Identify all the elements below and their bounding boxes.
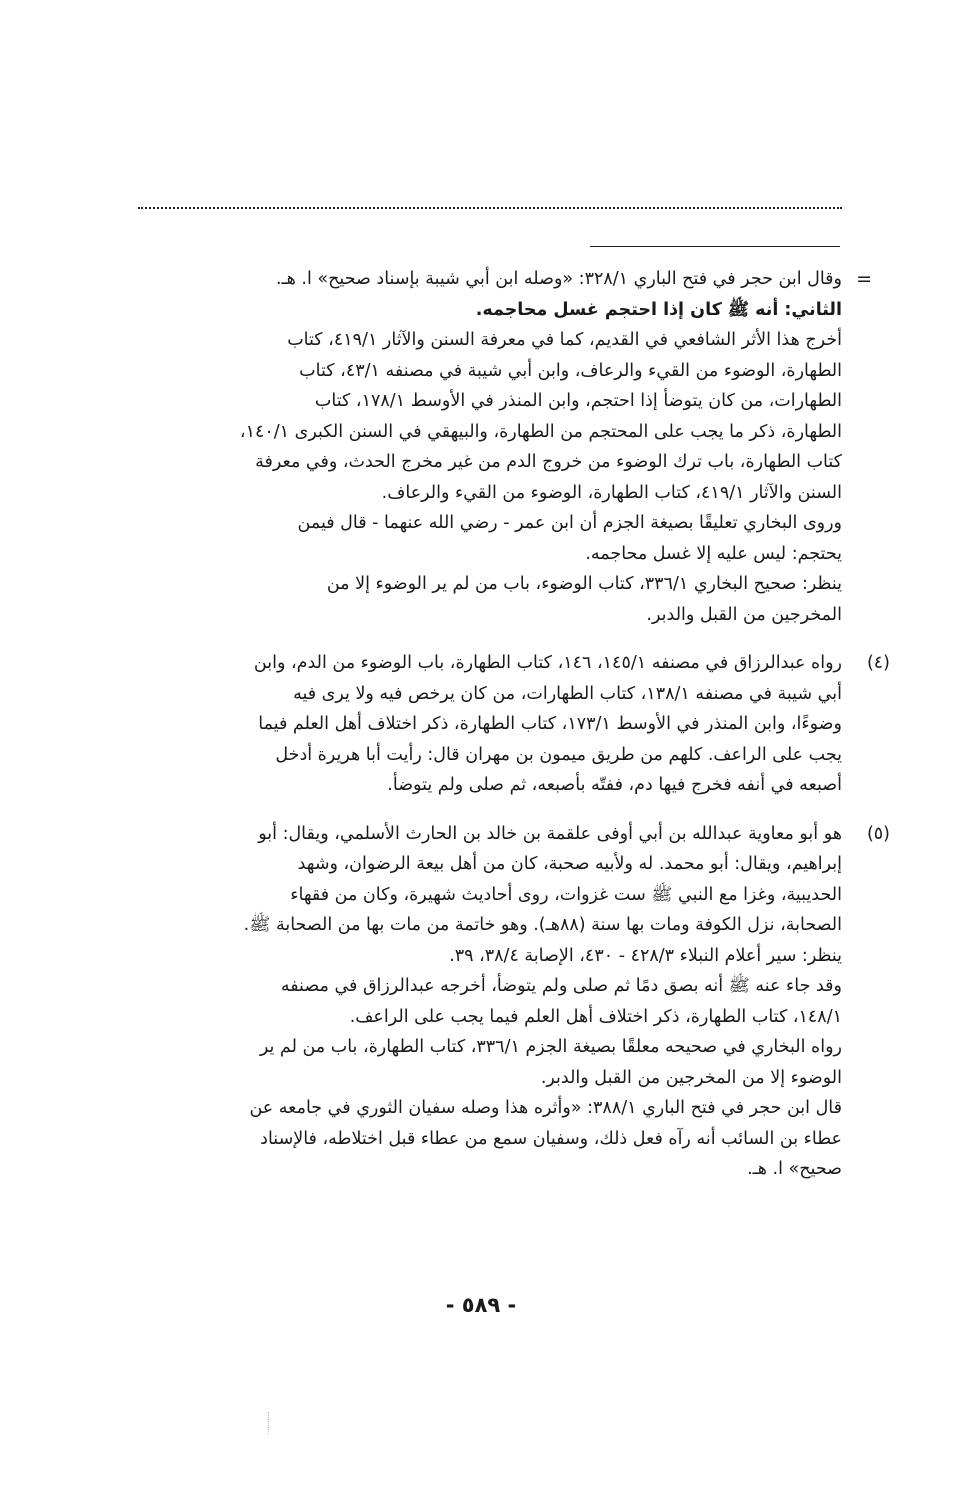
footnote-line: عطاء بن السائب أنه رآه فعل ذلك، وسفيان سمع من عطاء قبل اختلاطه، فالإسناد [260, 1128, 842, 1149]
footnote-rule [590, 246, 840, 247]
footnote-line: وضوءًا، وابن المنذر في الأوسط ١٧٣/١، كتاب الطهارة، ذكر اختلاف أهل العلم فيما [258, 714, 842, 734]
footnote-line: هو أبو معاوية عبدالله بن أبي أوفى علقمة بن خالد بن الحارث الأسلمي، ويقال: أبو [258, 823, 842, 844]
footnote-line: الصحابة، نزل الكوفة ومات بها سنة (٨٨هـ). وهو خاتمة من مات بها من الصحابة ﷺ. [243, 915, 842, 935]
footnote-line: الطهارات، من كان يتوضأ إذا احتجم، وابن المنذر في الأوسط ١٧٨/١، كتاب [314, 391, 842, 411]
footnote-line: إبراهيم، ويقال: أبو محمد. له ولأبيه صحبة، كان من أهل بيعة الرضوان، وشهد [297, 854, 842, 874]
footnote-line: وقال ابن حجر في فتح الباري ٣٢٨/١: «وصله ابن أبي شيبة بإسناد صحيح» ا. هـ. [275, 269, 842, 289]
scan-mark [268, 1412, 270, 1434]
footnote-line: الوضوء إلا من المخرجين من القبل والدبر. [540, 1067, 842, 1088]
footnote-line: الطهارة، ذكر ما يجب على المحتجم من الطهارة، والبيهقي في السنن الكبرى ١٤٠/١، [239, 421, 842, 442]
footnote-line: أبي شيبة في مصنفه ١٣٨/١، كتاب الطهارات، من كان يرخص فيه ولا يرى فيه [293, 683, 842, 704]
footnote-line: رواه عبدالرزاق في مصنفه ١٤٥/١، ١٤٦، كتاب الطهارة، باب الوضوء من الدم، وابن [253, 653, 842, 673]
footnote-line: المخرجين من القبل والدبر. [646, 604, 842, 625]
footnote-line: أصبعه في أنفه فخرج فيها دم، ففتّه بأصبعه، ثم صلى ولم يتوضأ. [387, 775, 842, 795]
footnote-line: صحيح» ا. هـ. [747, 1159, 842, 1179]
footnote-line: وقد جاء عنه ﷺ أنه بصق دمًا ثم صلى ولم يتوضأ، أخرجه عبدالرزاق في مصنفه [280, 976, 842, 996]
footnote-line: الحديبية، وغزا مع النبي ﷺ ست غزوات، روى أحاديث شهيرة، وكان من فقهاء [290, 884, 842, 905]
footnote-line: كتاب الطهارة، باب ترك الوضوء من خروج الدم من غير مخرج الحدث، وفي معرفة [255, 452, 842, 472]
footnote-number: (٥) [866, 823, 890, 844]
footnote-line: أخرج هذا الأثر الشافعي في القديم، كما في معرفة السنن والآثار ٤١٩/١، كتاب [287, 330, 842, 350]
footnote-4 [132, 648, 890, 801]
footnote-line: السنن والآثار ٤١٩/١، كتاب الطهارة، الوضوء من القيء والرعاف. [381, 482, 842, 503]
footnote-line: يحتجم: ليس عليه إلا غسل محاجمه. [585, 543, 842, 564]
page-number: - ٥٨٩ - [445, 1293, 517, 1317]
footnotes-area [132, 264, 890, 1185]
footnote-continuation [132, 264, 872, 630]
footnote-line: ١٤٨/١، كتاب الطهارة، ذكر اختلاف أهل العلم فيما يجب على الراعف. [349, 1006, 842, 1027]
footnote-number: (٤) [866, 653, 890, 673]
footnote-line: ينظر: صحيح البخاري ٣٣٦/١، كتاب الوضوء، باب من لم ير الوضوء إلا من [326, 574, 842, 594]
footnote-line: قال ابن حجر في فتح الباري ٣٨٨/١: «وأثره هذا وصله سفيان الثوري في جامعه عن [249, 1098, 842, 1118]
footnote-line: رواه البخاري في صحيحه معلقًا بصيغة الجزم ٣٣٦/١، كتاب الطهارة، باب من لم ير [259, 1037, 842, 1057]
footnote-line: الطهارة، الوضوء من القيء والرعاف، وابن أبي شيبة في مصنفه ٤٣/١، كتاب [299, 360, 842, 381]
footnote-line: الثاني: أنه ﷺ كان إذا احتجم غسل محاجمه. [475, 299, 842, 320]
footnote-line: وروى البخاري تعليقًا بصيغة الجزم أن ابن عمر - رضي الله عنهما - قال فيمن [297, 513, 842, 533]
continuation-mark: = [856, 268, 872, 290]
dotted-separator [138, 207, 842, 209]
footnote-line: يجب على الراعف. كلهم من طريق ميمون بن مهران قال: رأيت أبا هريرة أدخل [275, 744, 842, 765]
footnote-5 [132, 819, 890, 1185]
footnote-line: ينظر: سير أعلام النبلاء ٤٢٨/٣ - ٤٣٠، الإصابة ٣٨/٤، ٣٩. [449, 945, 842, 966]
